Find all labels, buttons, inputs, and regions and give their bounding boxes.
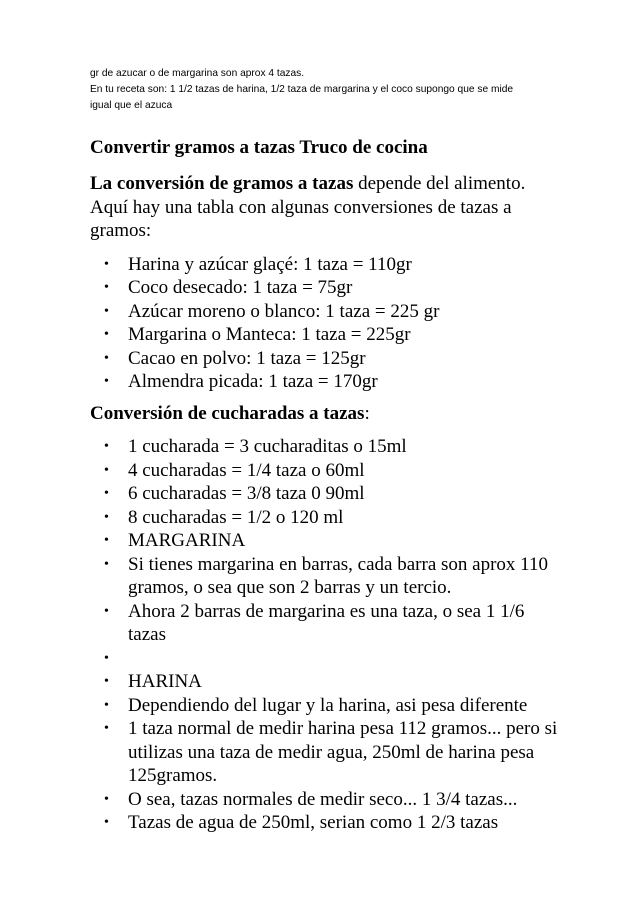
list-item: • Harina y azúcar glaçé: 1 taza = 110gr <box>90 253 560 277</box>
subheading-rest: : <box>364 402 370 424</box>
note-text <box>90 66 560 114</box>
grams-to-cups-list <box>90 253 560 394</box>
note-line-1: gr de azucar o de margarina son aprox 4 tazas. <box>90 68 305 79</box>
spoons-subheading <box>90 402 560 426</box>
list-item: • 1 taza normal de medir harina pesa 112 gramos... pero si utilizas una taza de medir agua, 250ml de harina pesa 125gramos. <box>90 717 560 788</box>
list-item: • Almendra picada: 1 taza = 170gr <box>90 370 560 394</box>
list-item: • HARINA <box>90 670 560 694</box>
list-item: • Ahora 2 barras de margarina es una taza, o sea 1 1/6 tazas <box>90 600 560 647</box>
list-item: • Dependiendo del lugar y la harina, asi pesa diferente <box>90 694 560 718</box>
document-page <box>90 66 560 835</box>
subheading-bold: Conversión de cucharadas a tazas <box>90 402 365 424</box>
list-item: • 1 cucharada = 3 cucharaditas o 15ml <box>90 435 560 459</box>
list-item: • Tazas de agua de 250ml, serian como 1 2/3 tazas <box>90 811 560 835</box>
list-item: • O sea, tazas normales de medir seco... 1 3/4 tazas... <box>90 788 560 812</box>
list-item: • MARGARINA <box>90 529 560 553</box>
list-item: • 4 cucharadas = 1/4 taza o 60ml <box>90 459 560 483</box>
spoons-to-cups-list <box>90 435 560 835</box>
intro-paragraph <box>90 172 560 243</box>
list-item: • Azúcar moreno o blanco: 1 taza = 225 gr <box>90 300 560 324</box>
intro-rest: depende del alimento. Aquí hay una tabla con algunas conversiones de tazas a gramos: <box>90 173 526 241</box>
intro-bold: La conversión de gramos a tazas <box>90 173 354 194</box>
note-line-3: igual que el azuca <box>90 100 173 111</box>
page-title: Convertir gramos a tazas Truco de cocina <box>90 137 428 158</box>
list-item: • Coco desecado: 1 taza = 75gr <box>90 276 560 300</box>
list-item: • Cacao en polvo: 1 taza = 125gr <box>90 347 560 371</box>
note-line-2: En tu receta son: 1 1/2 tazas de harina, 1/2 taza de margarina y el coco supongo que se mide <box>90 84 514 95</box>
list-item <box>90 647 560 671</box>
list-item: • Si tienes margarina en barras, cada barra son aprox 110 gramos, o sea que son 2 barras y un tercio. <box>90 553 560 600</box>
list-item: • Margarina o Manteca: 1 taza = 225gr <box>90 323 560 347</box>
list-item: • 6 cucharadas = 3/8 taza 0 90ml <box>90 482 560 506</box>
list-item: • 8 cucharadas = 1/2 o 120 ml <box>90 506 560 530</box>
